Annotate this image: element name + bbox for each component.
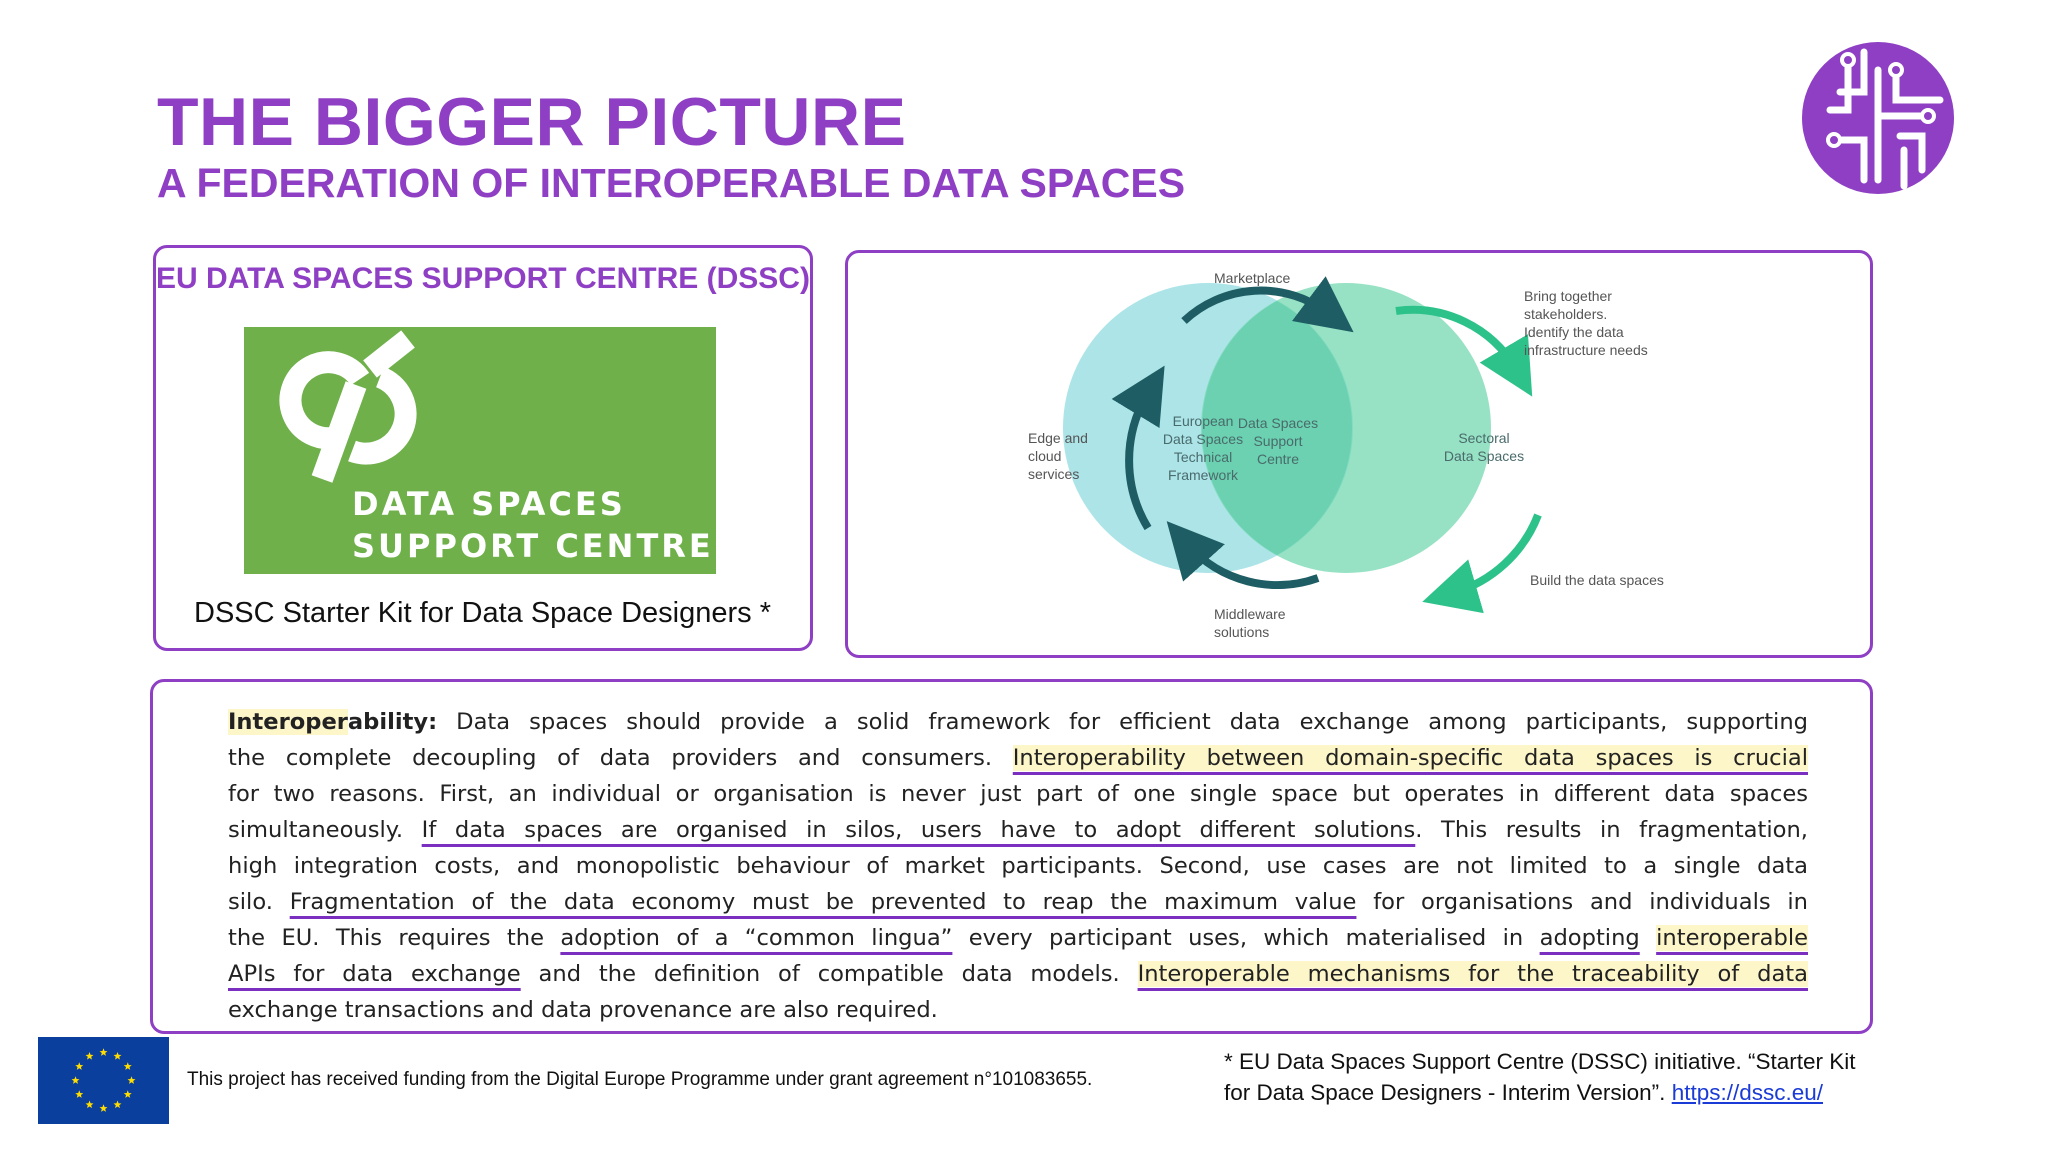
eu-star (75, 1062, 83, 1070)
underlined-phrase: Interoperable mechanisms for the traceability of data (1137, 961, 1808, 987)
eu-star (86, 1101, 94, 1109)
eu-star (100, 1104, 108, 1112)
page-subtitle: A FEDERATION OF INTEROPERABLE DATA SPACES (157, 160, 1186, 206)
paragraph-line (228, 848, 1808, 884)
interoperability-text-panel (150, 679, 1873, 1034)
diagram-label-marketplace: Marketplace (1214, 270, 1291, 286)
text-segment: the EU. This requires the (228, 925, 561, 951)
paragraph-line (228, 956, 1808, 992)
text-segment: exchange transactions and data provenance are also required. (228, 997, 938, 1023)
eu-star (128, 1076, 136, 1084)
text-segment: the complete decoupling of data providers and consumers. (228, 745, 1013, 771)
dssc-mark-icon (260, 329, 460, 489)
paragraph-line (228, 992, 1808, 1028)
dssc-heading: EU DATA SPACES SUPPORT CENTRE (DSSC) (156, 262, 810, 295)
eu-star (86, 1052, 94, 1060)
text-segment: . This results in fragmentation, (1415, 817, 1808, 843)
eu-stars-icon (38, 1037, 169, 1124)
text-segment: Data spaces should provide a solid framework for efficient data exchange among participants, supporting (437, 709, 1808, 735)
eu-star (114, 1052, 122, 1060)
text-segment: every participant uses, which materialised in (952, 925, 1540, 951)
diagram-label-edge-cloud: Edge and cloud services (1028, 430, 1088, 482)
text-segment: ability: (347, 709, 438, 735)
dssc-logo (244, 327, 716, 574)
circuit-board-icon (1800, 40, 1956, 196)
eu-flag (38, 1037, 169, 1124)
underlined-phrase: adopting (1539, 925, 1640, 951)
underlined-phrase: If data spaces are organised in silos, users have to adopt different solutions (421, 817, 1416, 843)
text-segment: for two reasons. First, an individual or organisation is never just part of one single space but operates in different data spaces (228, 781, 1808, 807)
diagram-label-dssc-center: Data Spaces Support Centre (1237, 415, 1319, 467)
text-segment: simultaneously. (228, 817, 422, 843)
interoperability-paragraph (228, 704, 1808, 1028)
underlined-phrase: APIs for data exchange (228, 961, 521, 987)
underlined-phrase: adoption of a “common lingua” (560, 925, 953, 951)
eu-star (124, 1090, 132, 1098)
underlined-phrase: Interoperability between domain-specific data spaces is crucial (1012, 745, 1808, 771)
eu-star (100, 1048, 108, 1056)
dssc-logo-text: DATA SPACES SUPPORT CENTRE (352, 485, 714, 565)
eu-star (124, 1062, 132, 1070)
diagram-panel (845, 250, 1873, 658)
text-segment: and the definition of compatible data models. (520, 961, 1138, 987)
underlined-phrase: interoperable (1656, 925, 1809, 951)
eu-star (72, 1076, 80, 1084)
text-segment: high integration costs, and monopolistic behaviour of market participants. Second, use cases are not limited to a single data (228, 853, 1808, 879)
diagram-label-middleware: Middleware solutions (1214, 606, 1286, 640)
paragraph-line (228, 920, 1808, 956)
reference-line-2: for Data Space Designers - Interim Version”. https://dssc.eu/ (1224, 1080, 1824, 1105)
funding-notice: This project has received funding from the Digital Europe Programme under grant agreement n°101083655. (187, 1069, 1093, 1090)
arrow-bottom-right (1453, 515, 1538, 593)
diagram-label-sectoral: Sectoral Data Spaces (1443, 430, 1525, 464)
text-segment: Interoper (228, 709, 348, 735)
paragraph-line (228, 812, 1808, 848)
text-segment: silo. (228, 889, 290, 915)
dssc-panel (153, 245, 813, 651)
paragraph-line (228, 884, 1808, 920)
underlined-phrase: Fragmentation of the data economy must be prevented to reap the maximum value (289, 889, 1357, 915)
dssc-link[interactable]: https://dssc.eu/ (1671, 1080, 1824, 1105)
reference-line-1: * EU Data Spaces Support Centre (DSSC) initiative. “Starter Kit (1224, 1049, 1856, 1074)
paragraph-line (228, 740, 1808, 776)
diagram-label-technical-framework: European Data Spaces Technical Framework (1162, 413, 1244, 483)
paragraph-line (228, 704, 1808, 740)
text-segment (1640, 925, 1656, 951)
eu-star (75, 1090, 83, 1098)
text-segment: for organisations and individuals in (1356, 889, 1809, 915)
page-title: THE BIGGER PICTURE (157, 84, 907, 160)
paragraph-line (228, 776, 1808, 812)
diagram-label-build: Build the data spaces (1530, 572, 1664, 588)
eu-star (114, 1101, 122, 1109)
reference-note (1224, 1046, 1856, 1108)
dssc-caption: DSSC Starter Kit for Data Space Designers * (194, 597, 772, 629)
venn-cycle-diagram (848, 253, 1870, 655)
diagram-label-stakeholders: Bring together stakeholders. Identify the data infrastructure needs (1524, 288, 1648, 358)
